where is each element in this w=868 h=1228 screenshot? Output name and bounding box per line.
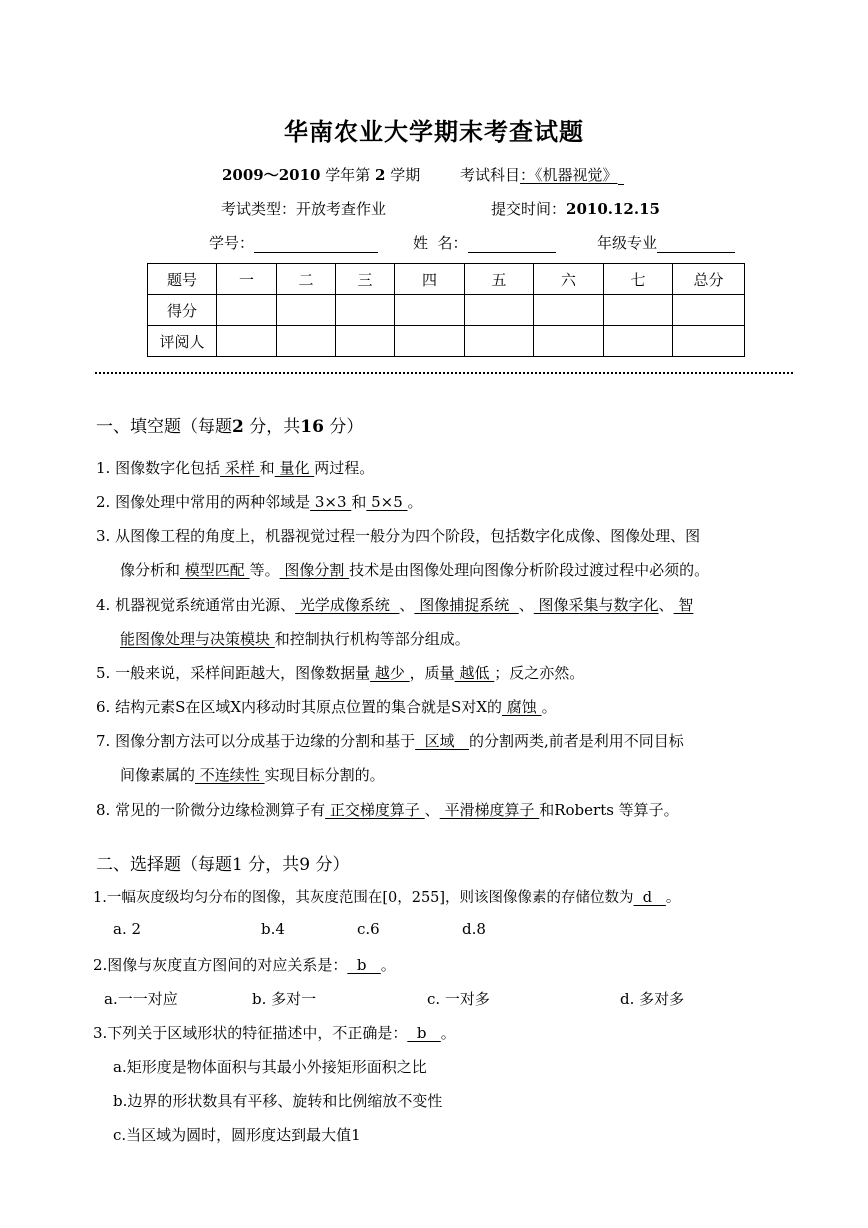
question-number: 4. bbox=[96, 596, 111, 614]
subject-line bbox=[460, 164, 624, 185]
academic-year: 2009～2010 bbox=[222, 166, 321, 184]
question-number: 6. bbox=[96, 698, 111, 716]
question-text: 机器视觉系统通常由光源、 bbox=[115, 596, 296, 614]
answer: 区域 bbox=[415, 732, 469, 750]
answer: 采样 bbox=[220, 459, 260, 477]
section2-title-b: 1 bbox=[232, 855, 243, 875]
column-header: 一 bbox=[217, 264, 277, 295]
question-number: 7. bbox=[96, 732, 111, 750]
answer: 图像分割 bbox=[279, 561, 350, 579]
answer: 量化 bbox=[274, 459, 315, 477]
option: d.8 bbox=[462, 920, 486, 938]
question-text: 图像分割方法可以分成基于边缘的分割和基于 bbox=[115, 732, 416, 750]
column-header: 五 bbox=[465, 264, 534, 295]
reviewer-cell[interactable] bbox=[336, 326, 395, 357]
reviewer-cell[interactable] bbox=[395, 326, 465, 357]
section2-title-e: 分） bbox=[310, 855, 350, 875]
answer: 图像捕捉系统 bbox=[414, 596, 519, 614]
question-text: 、 bbox=[518, 596, 534, 614]
submit-date: 2010.12.15 bbox=[566, 200, 660, 218]
student-id-label: 学号： bbox=[209, 234, 255, 252]
question-text: 和控制执行机构等部分组成。 bbox=[274, 630, 470, 648]
question-number: 2. bbox=[96, 493, 111, 511]
option: a.矩形度是物体面积与其最小外接矩形面积之比 bbox=[113, 1058, 427, 1076]
answer: 能图像处理与决策模块 bbox=[120, 630, 275, 648]
reviewer-cell[interactable] bbox=[604, 326, 673, 357]
question-1-8 bbox=[96, 799, 679, 820]
section2-title-a: 二、选择题（每题 bbox=[96, 855, 232, 875]
question-1-4-cont bbox=[120, 628, 470, 649]
answer: 平滑梯度算子 bbox=[439, 801, 540, 819]
question-text: 和 bbox=[351, 493, 367, 511]
answer: 3×3 bbox=[310, 493, 352, 511]
submit-line bbox=[491, 198, 660, 219]
subject-label: 考试科目 bbox=[460, 166, 521, 184]
major-field[interactable] bbox=[657, 238, 735, 253]
reviewer-cell[interactable] bbox=[673, 326, 745, 357]
score-table bbox=[147, 263, 745, 357]
question-text: 像分析和 bbox=[120, 561, 181, 579]
reviewer-cell[interactable] bbox=[217, 326, 277, 357]
score-cell[interactable] bbox=[395, 295, 465, 326]
question-text: 和Roberts 等算子。 bbox=[539, 801, 679, 819]
question-text: 和 bbox=[259, 459, 275, 477]
answer: 5×5 bbox=[366, 493, 408, 511]
section1-title bbox=[96, 412, 363, 437]
section2-title bbox=[96, 850, 349, 875]
question-text: 间像素属的 bbox=[120, 766, 196, 784]
question-number: 1. bbox=[96, 459, 111, 477]
option: c. 一对多 bbox=[427, 990, 490, 1008]
option: c.6 bbox=[357, 920, 380, 938]
question-text: 。 bbox=[407, 493, 423, 511]
column-header: 总分 bbox=[673, 264, 745, 295]
score-cell[interactable] bbox=[465, 295, 534, 326]
question-text: 。 bbox=[541, 698, 557, 716]
score-cell[interactable] bbox=[336, 295, 395, 326]
answer: b bbox=[407, 1024, 441, 1042]
question-text: 、 bbox=[399, 596, 415, 614]
answer: 腐蚀 bbox=[502, 698, 542, 716]
reviewer-cell[interactable] bbox=[534, 326, 604, 357]
question-1-4 bbox=[96, 594, 693, 615]
year-mid: 学年第 bbox=[320, 166, 376, 184]
question-number: 3. bbox=[96, 527, 111, 545]
question-text: 的分割两类,前者是利用不同目标 bbox=[468, 732, 684, 750]
choice-question-1 bbox=[93, 886, 680, 907]
column-header: 七 bbox=[604, 264, 673, 295]
option: c.当区域为圆时，圆形度达到最大值1 bbox=[113, 1126, 361, 1144]
question-text: 两过程。 bbox=[314, 459, 375, 477]
answer: b bbox=[347, 956, 381, 974]
option: b.边界的形状数具有平移、旋转和比例缩放不变性 bbox=[113, 1092, 443, 1110]
score-cell[interactable] bbox=[604, 295, 673, 326]
option: a.一一对应 bbox=[104, 990, 178, 1008]
question-text: 1.一幅灰度级均匀分布的图像，其灰度范围在[0，255]，则该图像像素的存储位数为 bbox=[93, 890, 634, 906]
question-text: 实现目标分割的。 bbox=[264, 766, 385, 784]
question-text: 。 bbox=[440, 1024, 456, 1042]
section1-title-d: 16 bbox=[300, 417, 324, 437]
student-id-line bbox=[209, 232, 378, 253]
score-cell[interactable] bbox=[534, 295, 604, 326]
question-text: 常见的一阶微分边缘检测算子有 bbox=[115, 801, 326, 819]
column-header: 四 bbox=[395, 264, 465, 295]
question-text: 、 bbox=[658, 596, 674, 614]
answer: 智 bbox=[673, 596, 694, 614]
question-number: 5. bbox=[96, 664, 111, 682]
section1-title-c: 分，共 bbox=[243, 417, 301, 437]
section1-title-b: 2 bbox=[232, 417, 244, 437]
row-header: 评阅人 bbox=[148, 326, 217, 357]
exam-type: 考试类型：开放考查作业 bbox=[221, 200, 387, 218]
term-line bbox=[222, 164, 420, 185]
question-1-6 bbox=[96, 696, 557, 717]
question-text: 3.下列关于区域形状的特征描述中，不正确是： bbox=[93, 1024, 408, 1042]
question-text: 结构元素S在区域X内移动时其原点位置的集合就是S对X的 bbox=[115, 698, 503, 716]
option: b. 多对一 bbox=[252, 990, 317, 1008]
question-1-1 bbox=[96, 457, 374, 478]
answer: d bbox=[633, 890, 666, 906]
reviewer-cell[interactable] bbox=[465, 326, 534, 357]
question-text: 2.图像与灰度直方图间的对应关系是： bbox=[93, 956, 348, 974]
row-header: 题号 bbox=[148, 264, 217, 295]
answer: 光学成像系统 bbox=[295, 596, 400, 614]
name-line bbox=[413, 232, 556, 253]
question-text: 技术是由图像处理向图像分析阶段过渡过程中必须的。 bbox=[349, 561, 710, 579]
question-text: 一般来说，采样间距越大，图像数据量 bbox=[115, 664, 371, 682]
question-text: 。 bbox=[665, 890, 681, 906]
question-text: 、 bbox=[424, 801, 440, 819]
name-label: 姓 名： bbox=[413, 234, 468, 252]
score-cell[interactable] bbox=[277, 295, 336, 326]
answer: 模型匹配 bbox=[180, 561, 250, 579]
term-suffix: 学期 bbox=[385, 166, 421, 184]
column-header: 三 bbox=[336, 264, 395, 295]
question-text: 。 bbox=[380, 956, 396, 974]
question-number: 8. bbox=[96, 801, 111, 819]
student-id-field[interactable] bbox=[254, 238, 378, 253]
name-field[interactable] bbox=[468, 238, 556, 253]
score-cell[interactable] bbox=[673, 295, 745, 326]
option: b.4 bbox=[261, 920, 285, 938]
row-header: 得分 bbox=[148, 295, 217, 326]
answer: 不连续性 bbox=[195, 766, 265, 784]
section2-title-c: 分，共 bbox=[242, 855, 300, 875]
table-row bbox=[148, 326, 745, 357]
score-cell[interactable] bbox=[217, 295, 277, 326]
question-1-7 bbox=[96, 730, 684, 751]
term-number: 2 bbox=[375, 166, 386, 184]
option: d. 多对多 bbox=[620, 990, 685, 1008]
exam-title: 华南农业大学期末考查试题 bbox=[284, 118, 584, 146]
question-1-7-cont bbox=[120, 764, 385, 785]
column-header: 二 bbox=[277, 264, 336, 295]
major-line bbox=[597, 232, 735, 253]
question-text: ，质量 bbox=[409, 664, 455, 682]
question-text: 图像处理中常用的两种邻域是 bbox=[115, 493, 311, 511]
section1-title-a: 一、填空题（每题 bbox=[96, 417, 232, 437]
question-1-2 bbox=[96, 491, 423, 512]
major-label: 年级专业 bbox=[597, 234, 658, 252]
dotted-divider bbox=[95, 372, 793, 374]
question-1-3-cont bbox=[120, 559, 709, 580]
subject-underline bbox=[618, 170, 624, 185]
choice-question-3 bbox=[93, 1022, 456, 1043]
question-text: 等。 bbox=[249, 561, 280, 579]
submit-label: 提交时间： bbox=[491, 200, 567, 218]
answer: 正交梯度算子 bbox=[325, 801, 425, 819]
column-header: 六 bbox=[534, 264, 604, 295]
table-row bbox=[148, 264, 745, 295]
choice-question-2 bbox=[93, 954, 396, 975]
question-text: ；反之亦然。 bbox=[494, 664, 585, 682]
answer: 越低 bbox=[454, 664, 495, 682]
question-text: 从图像工程的角度上，机器视觉过程一般分为四个阶段，包括数字化成像、图像处理、图 bbox=[115, 527, 701, 545]
section1-title-e: 分） bbox=[323, 417, 364, 437]
answer: 图像采集与数字化 bbox=[533, 596, 659, 614]
subject-value: ：《机器视觉》 bbox=[520, 166, 618, 184]
option: a. 2 bbox=[113, 920, 142, 938]
table-row bbox=[148, 295, 745, 326]
question-text: 图像数字化包括 bbox=[115, 459, 221, 477]
reviewer-cell[interactable] bbox=[277, 326, 336, 357]
answer: 越少 bbox=[370, 664, 410, 682]
question-1-3 bbox=[96, 525, 700, 546]
question-1-5 bbox=[96, 662, 584, 683]
section2-title-d: 9 bbox=[299, 855, 311, 875]
